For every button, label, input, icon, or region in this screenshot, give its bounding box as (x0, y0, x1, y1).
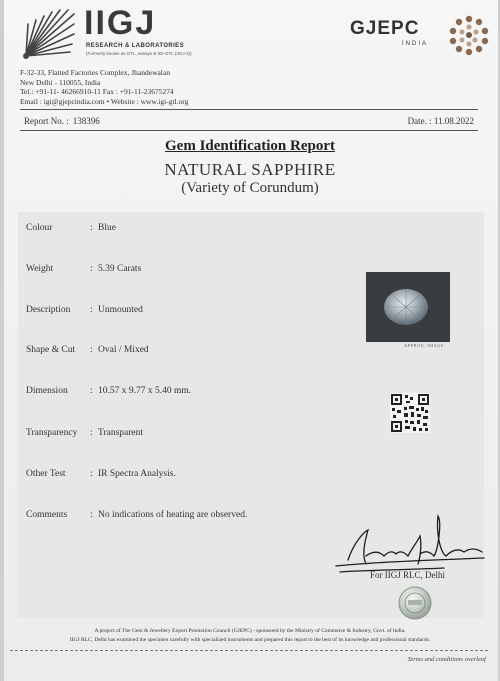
terms-link[interactable]: Terms and conditions overleaf (407, 656, 486, 663)
gem-name: NATURAL SAPPHIRE (164, 160, 336, 179)
footer-sponsor-text: A project of The Gem & Jewellery Export Promotion Council (GJEPC) - sponsored by the Ministry of Commerce & Industry, Govt. of India. (94, 628, 406, 634)
field-value: Oval / Mixed (98, 345, 149, 355)
field-value: No indications of heating are observed. (98, 510, 248, 520)
field-other-test: Other Test : IR Spectra Analysis. (26, 469, 176, 479)
field-label: Shape & Cut (26, 345, 76, 355)
report-number-label: Report No. : (24, 116, 69, 126)
report-date-label: Date. : (407, 116, 432, 126)
field-value: IR Spectra Analysis. (98, 469, 176, 479)
report-number-value: 138396 (72, 116, 100, 126)
field-comments: Comments : No indications of heating are observed. (26, 510, 248, 520)
field-value: Unmounted (98, 305, 143, 315)
address-line: F-32-33, Flatted Factories Complex, Jhandewalan (20, 68, 170, 77)
field-weight: Weight : 5.39 Carats (26, 264, 142, 274)
field-label: Dimension (26, 386, 68, 396)
starburst-logo-icon (18, 8, 78, 62)
oval-gemstone-photo (366, 272, 450, 342)
address-line: New Delhi - 110055, India (20, 77, 101, 87)
field-label: Description (26, 305, 71, 315)
divider-bottom (20, 130, 478, 131)
footer-disclaimer-text: IIGJ RLC, Delhi has examined the specimen carefully with specialized instruments and prepared this report to the best of its knowledge and professional standards. (69, 637, 431, 643)
address-line: Email : igi@gjepcindia.com • Website : www.igi-gtl.org (20, 96, 189, 106)
field-colour: Colour : Blue (26, 223, 116, 233)
lab-address (20, 68, 188, 106)
field-description: Description : Unmounted (26, 305, 143, 315)
gem-variety: (Variety of Corundum) (181, 180, 319, 196)
gemstone-photo (366, 272, 450, 342)
address-line: Tel.: +91-11- 46266910-11 Fax : +91-11-23675274 (20, 87, 174, 97)
field-label: Weight (26, 264, 54, 274)
report-number (24, 116, 100, 126)
report-date-value: 11.08.2022 (433, 116, 474, 126)
gjepc-wheel-icon (448, 14, 490, 56)
field-label: Colour (26, 223, 53, 233)
field-label: Transparency (26, 428, 78, 438)
field-value: Transparent (98, 428, 144, 438)
signature-label: For IIGJ RLC, Delhi (370, 570, 445, 580)
qr-code-icon (390, 393, 430, 433)
field-label: Other Test (26, 469, 66, 479)
field-value: 10.57 x 9.77 x 5.40 mm. (98, 386, 192, 396)
iigj-logo-name: IIGJ (84, 4, 157, 42)
gjepc-logo (350, 14, 490, 58)
iigj-logo-subtitle: RESEARCH & LABORATORIES (86, 43, 184, 49)
footer-divider (10, 650, 488, 651)
iigj-logo-subtitle-small: (Formerly known as GTL, assays & IGI-GTL (IIGJ-2)) (86, 51, 192, 56)
report-date (408, 116, 474, 126)
field-value: 5.39 Carats (98, 264, 142, 274)
gjepc-logo-name: GJEPC (350, 18, 420, 39)
field-transparency: Transparency : Transparent (26, 428, 144, 438)
document-title: Gem Identification Report (165, 138, 335, 154)
iigj-logo (18, 6, 218, 62)
field-shape-cut: Shape & Cut : Oval / Mixed (26, 345, 149, 355)
gjepc-logo-sub: INDIA (402, 41, 429, 47)
hologram-seal-icon (397, 585, 433, 621)
gemstone-photo-caption: APPROX. IMAGE (404, 343, 444, 348)
field-dimension: Dimension : 10.57 x 9.77 x 5.40 mm. (26, 386, 192, 396)
divider-top (20, 109, 478, 110)
field-label: Comments (26, 510, 68, 520)
field-value: Blue (98, 223, 116, 233)
